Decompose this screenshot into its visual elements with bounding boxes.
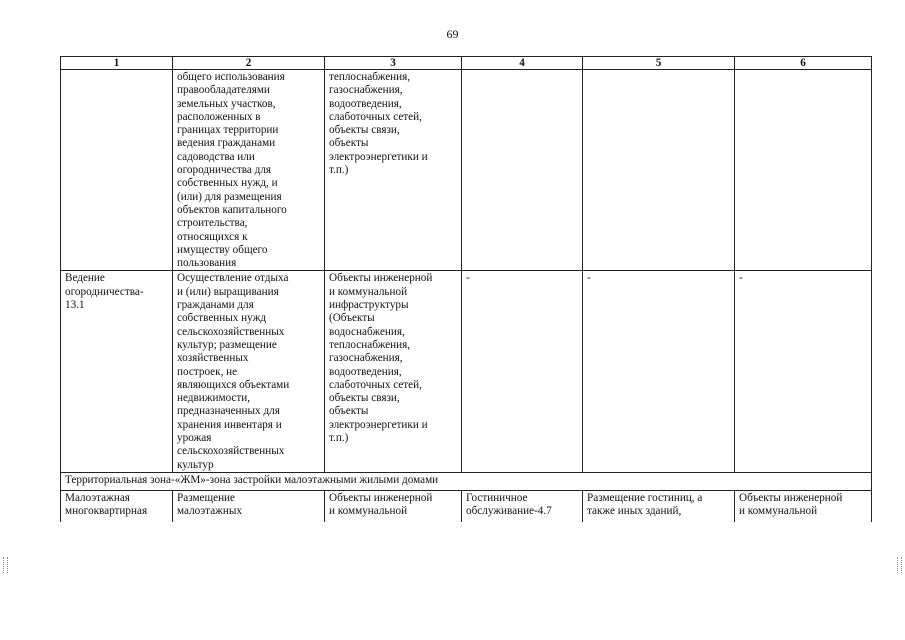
cell-conditional-objects: Объекты инженерной и коммунальной (735, 490, 872, 522)
column-header-3: 3 (325, 57, 462, 70)
cell-conditional-use: Гостиничное обслуживание-4.7 (462, 490, 583, 522)
column-header-2: 2 (173, 57, 325, 70)
zoning-table (60, 56, 872, 522)
cell-conditional-description: - (583, 271, 735, 472)
cell-conditional-objects: - (735, 271, 872, 472)
column-header-5: 5 (583, 57, 735, 70)
cell-use-description: Осуществление отдыха и (или) выращивания гражданами для собственных нужд сельскохозяйственных культур; размещение хозяйственных построек, не являющихся объектами недвижимости, предназначенных для хранения инвентаря и урожая сельскохозяйственных культур (173, 271, 325, 472)
column-header-1: 1 (61, 57, 173, 70)
zone-title: Территориальная зона-«ЖМ»-зона застройки малоэтажными жилыми домами (61, 472, 872, 490)
column-header-4: 4 (462, 57, 583, 70)
cell-use-description: общего использования правообладателями земельных участков, расположенных в границах территории ведения гражданами садоводства или огородничества для собственных нужд, и (или) для размещения объектов капитального строительства, относящихся к имуществу общего пользования (173, 70, 325, 271)
page-number: 69 (446, 27, 459, 41)
zone-heading-row (61, 472, 872, 490)
cell-conditional-use (462, 70, 583, 271)
cell-use-name (61, 70, 173, 271)
cell-conditional-description (583, 70, 735, 271)
table-header-row (61, 57, 872, 70)
cell-permitted-objects: Объекты инженерной и коммунальной инфраструктуры (Объекты водоснабжения, теплоснабжения, газоснабжения, водоотведения, слаботочных сетей, объекты связи, объекты электроэнергетики и т.п.) (325, 271, 462, 472)
column-header-6: 6 (735, 57, 872, 70)
cell-conditional-description: Размещение гостиниц, а также иных зданий, (583, 490, 735, 522)
cell-use-name: Малоэтажная многоквартирная (61, 490, 173, 522)
table-row-lowrise (61, 490, 872, 522)
cell-conditional-objects (735, 70, 872, 271)
cell-use-description: Размещение малоэтажных (173, 490, 325, 522)
cell-use-name: Ведение огородничества- 13.1 (61, 271, 173, 472)
table-row-gardening (61, 271, 872, 472)
cell-permitted-objects: Объекты инженерной и коммунальной (325, 490, 462, 522)
table-row-continuation (61, 70, 872, 271)
cell-permitted-objects: теплоснабжения, газоснабжения, водоотведения, слаботочных сетей, объекты связи, объекты электроэнергетики и т.п.) (325, 70, 462, 271)
cell-conditional-use: - (462, 271, 583, 472)
scan-edge-mark-right (897, 557, 902, 573)
scan-edge-mark-left (3, 557, 8, 573)
